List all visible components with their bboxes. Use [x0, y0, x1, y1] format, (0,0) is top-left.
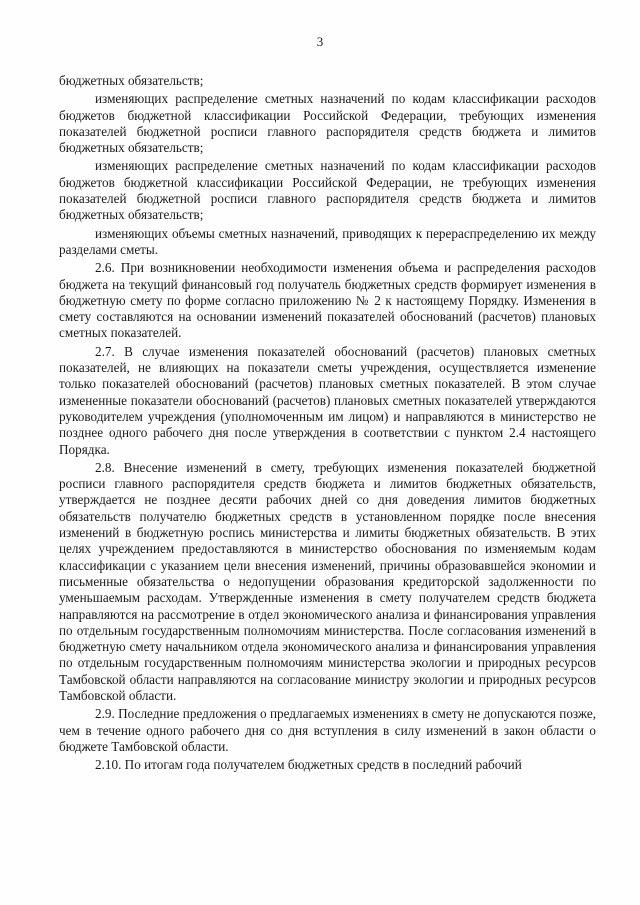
paragraph: бюджетных обязательств; [59, 73, 204, 88]
paragraph: 2.7. В случае изменения показателей обоснований (расчетов) плановых сметных показателей, не влияющих на показатели сметы учреждения, осуществляется изменение только показателей обоснований (расчетов) плановых сметных показателей. В этом случае измененные показатели обоснований (расчетов) плановых сметных показателей утверждаются руководителем учреждения (уполномоченным им лицом) и направляются в министерство не позднее одного рабочего дня после утверждения в соответствии с пунктом 2.4 настоящего Порядка. [59, 343, 596, 457]
document-body [59, 73, 596, 775]
paragraph: 2.6. При возникновении необходимости изменения объема и распределения расходов бюджета на текущий финансовый год получатель бюджетных средств формирует изменения в бюджетную смету по форме согласно приложению № 2 к настоящему Порядку. Изменения в смету составляются на основании изменений показателей обоснований (расчетов) плановых сметных показателей. [59, 260, 596, 341]
paragraph: 2.8. Внесение изменений в смету, требующих изменения показателей бюджетной росписи главного распорядителя средств бюджета и лимитов бюджетных обязательств, утверждается не позднее десяти рабочих дней со дня доведения лимитов бюджетных обязательств получателю бюджетных средств в установленном порядке после внесения изменений в бюджетную роспись министерства и лимиты бюджетных обязательств. В этих целях учреждением предоставляются в министерство обоснования по изменяемым кодам классификации с указанием цели внесения изменений, причины образовавшейся экономии и письменные обязательства о недопущении образования кредиторской задолженности по уменьшаемым расходам. Утвержденные изменения в смету получателем средств бюджета направляются на рассмотрение в отдел экономического анализа и финансирования управления по отдельным государственным полномочиям министерства. После согласования изменений в бюджетную смету начальником отдела экономического анализа и финансирования управления по отдельным государственным полномочиям министерства экологии и природных ресурсов Тамбовской области направляются на согласование министру экологии и природных ресурсов Тамбовской области. [59, 459, 596, 703]
paragraph: 2.9. Последние предложения о предлагаемых изменениях в смету не допускаются позже, чем в течение одного рабочего дня со дня вступления в силу изменений в закон области о бюджете Тамбовской области. [59, 706, 596, 754]
paragraph: изменяющих распределение сметных назначений по кодам классификации расходов бюджетов бюджетной классификации Российской Федерации, требующих изменения показателей бюджетной росписи главного распорядителя средств бюджета и лимитов бюджетных обязательств; [59, 91, 596, 156]
paragraph: 2.10. По итогам года получателем бюджетных средств в последний рабочий [95, 757, 522, 773]
paragraph: изменяющих распределение сметных назначений по кодам классификации расходов бюджетов бюджетной классификации Российской Федерации, не требующих изменения показателей бюджетной росписи главного распорядителя средств бюджета и лимитов бюджетных обязательств; [59, 158, 596, 223]
paragraph: изменяющих объемы сметных назначений, приводящих к перераспределению их между разделами сметы. [59, 225, 596, 257]
page-number: 3 [316, 34, 324, 49]
